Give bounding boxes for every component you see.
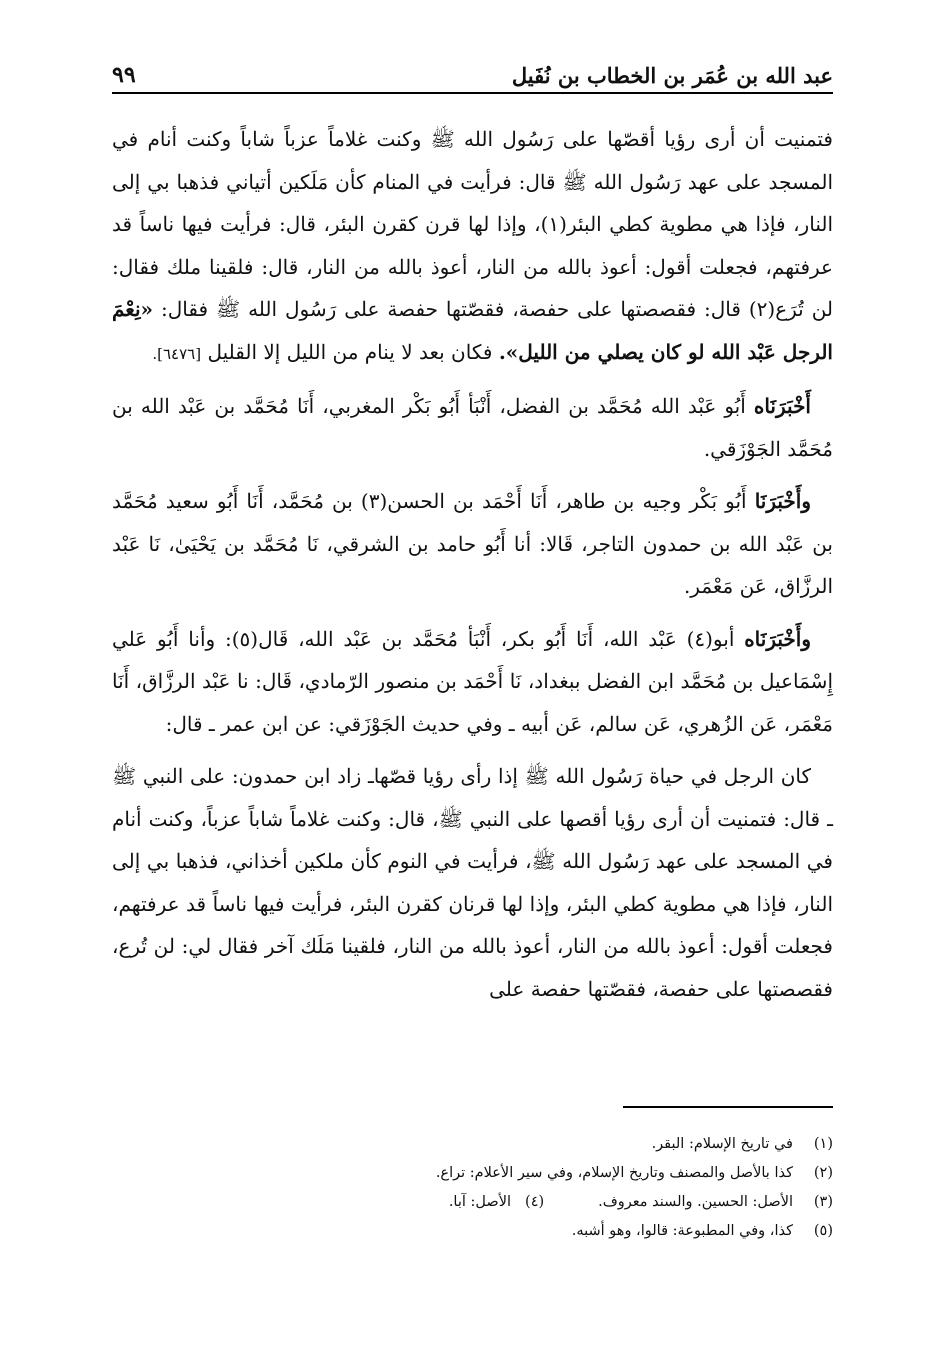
footnote-number: (٢)	[813, 1165, 833, 1181]
paragraph-5	[112, 755, 833, 1010]
paragraph-text: أبو(٤) عَبْد الله، أَنَا أَبُو بكر، أَنْبَأ مُحَمَّد بن عَبْد الله، قَال(٥): وأنا أَبُو عَلي إِسْمَاعيل بن مُحَمَّد ابن الفضل ببغداد، نَا أَحْمَد بن منصور الرّمادي، قَال: نا عَبْد الرزَّاق، أَنَا مَعْمَر، عَن الزُهري، عَن سالم، عَن أبيه ـ وفي حديث الجَوْزَقي: عن ابن عمر ـ قال:	[112, 626, 833, 736]
footnote-text: الأصل: آبا.	[448, 1194, 512, 1210]
paragraph-text: فتمنيت أن أرى رؤيا أقصّها على رَسُول الله ﷺ وكنت غلاماً عزباً شاباً وكنت أنام في المسجد على عهد رَسُول الله ﷺ قال: فرأيت في المنام كأن مَلَكين أتياني فذهبا بي إلى النار، فإذا هي مطوية كطي البئر(١)، وإذا لها قرن كقرن البئر، قال: فرأيت فيها ناساً قد عرفتهم، فجعلت أقول: أعوذ بالله من النار، أعوذ بالله من النار، قال: فلقينا ملك فقال: لن تُرَع(٢) قال: فقصصتها على حفصة، فقصّتها حفصة على رَسُول الله ﷺ فقال:	[112, 127, 834, 321]
isnad-lead: وأَخْبَرَنَا	[754, 489, 812, 513]
footnote-3	[300, 1188, 833, 1217]
main-text	[112, 118, 833, 1020]
footnote-5	[300, 1217, 833, 1246]
footnote-number: (١)	[813, 1136, 833, 1152]
paragraph-4	[112, 618, 833, 746]
hadith-reference: [٦٤٧٦].	[152, 344, 202, 363]
footnote-text: في تاريخ الإسلام: البقر.	[651, 1136, 793, 1152]
paragraph-text: أَبُو عَبْد الله مُحَمَّد بن الفضل، أَنْبَأ أَبُو بَكْر المغربي، أَنَا مُحَمَّد بن عَبْد الله بن مُحَمَّد الجَوْزَقي.	[112, 394, 833, 461]
hadith-quote: «نِعْمَ الرجل عَبْد الله لو كان يصلي من الليل».	[112, 297, 833, 364]
footnotes	[300, 1130, 833, 1246]
footnote-2	[300, 1159, 833, 1188]
footnote-text: كذا، وفي المطبوعة: قالوا، وهو أشبه.	[571, 1223, 793, 1239]
footnote-number: (٤)	[525, 1194, 545, 1210]
footnote-text: الأصل: الحسين. والسند معروف.	[598, 1194, 793, 1210]
paragraph-2	[112, 385, 833, 470]
isnad-lead: وأَخْبَرَنَاه	[744, 626, 811, 651]
footnote-number: (٣)	[813, 1194, 833, 1210]
footnote-number: (٥)	[813, 1223, 833, 1239]
footnote-4	[449, 1188, 544, 1217]
isnad-lead: أَخْبَرَنَاه	[753, 394, 811, 418]
paragraph-3	[112, 480, 833, 608]
paragraph-tail: فكان بعد لا ينام من الليل إلا القليل	[207, 339, 493, 364]
paragraph-text: كان الرجل في حياة رَسُول الله ﷺ إذا رأى رؤيا قصّهاـ زاد ابن حمدون: على النبي ﷺ ـ قال: فتمنيت أن أرى رؤيا أقصها على النبي ﷺ، قال: وكنت غلاماً شاباً عزباً، وكنت أنام في المسجد على عهد رَسُول الله ﷺ، فرأيت في النوم كأن ملكين أخذاني، فذهبا بي إلى النار، فإذا هي مطوية كطي البئر، وإذا لها قرنان كقرن البئر، فرأيت فيها ناساً قد عرفتهم، فجعلت أقول: أعوذ بالله من النار، أعوذ بالله من النار، فلقينا مَلَك آخر فقال لي: لن تُرع، فقصصتها على حفصة، فقصّتها حفصة على	[112, 764, 833, 1001]
header-title: عبد الله بن عُمَر بن الخطاب بن نُفَيل	[511, 63, 833, 88]
footnote-text: كذا بالأصل والمصنف وتاريخ الإسلام، وفي سير الأعلام: تراع.	[435, 1165, 793, 1181]
paragraph-1	[112, 118, 833, 375]
paragraph-text: أَبُو بَكْر وجيه بن طاهر، أَنَا أَحْمَد بن الحسن(٣) بن مُحَمَّد، أَنَا أَبُو سعيد مُحَمَّد بن عَبْد الله بن حمدون التاجر، قَالا: أنا أَبُو حامد بن الشرقي، نَا مُحَمَّد بن يَحْيَىٰ، نَا عَبْد الرزَّاق، عَن مَعْمَر.	[112, 489, 834, 598]
page-number: ٩٩	[112, 62, 136, 88]
footnote-divider	[623, 1106, 833, 1108]
running-header	[112, 52, 833, 94]
footnote-1	[300, 1130, 833, 1159]
